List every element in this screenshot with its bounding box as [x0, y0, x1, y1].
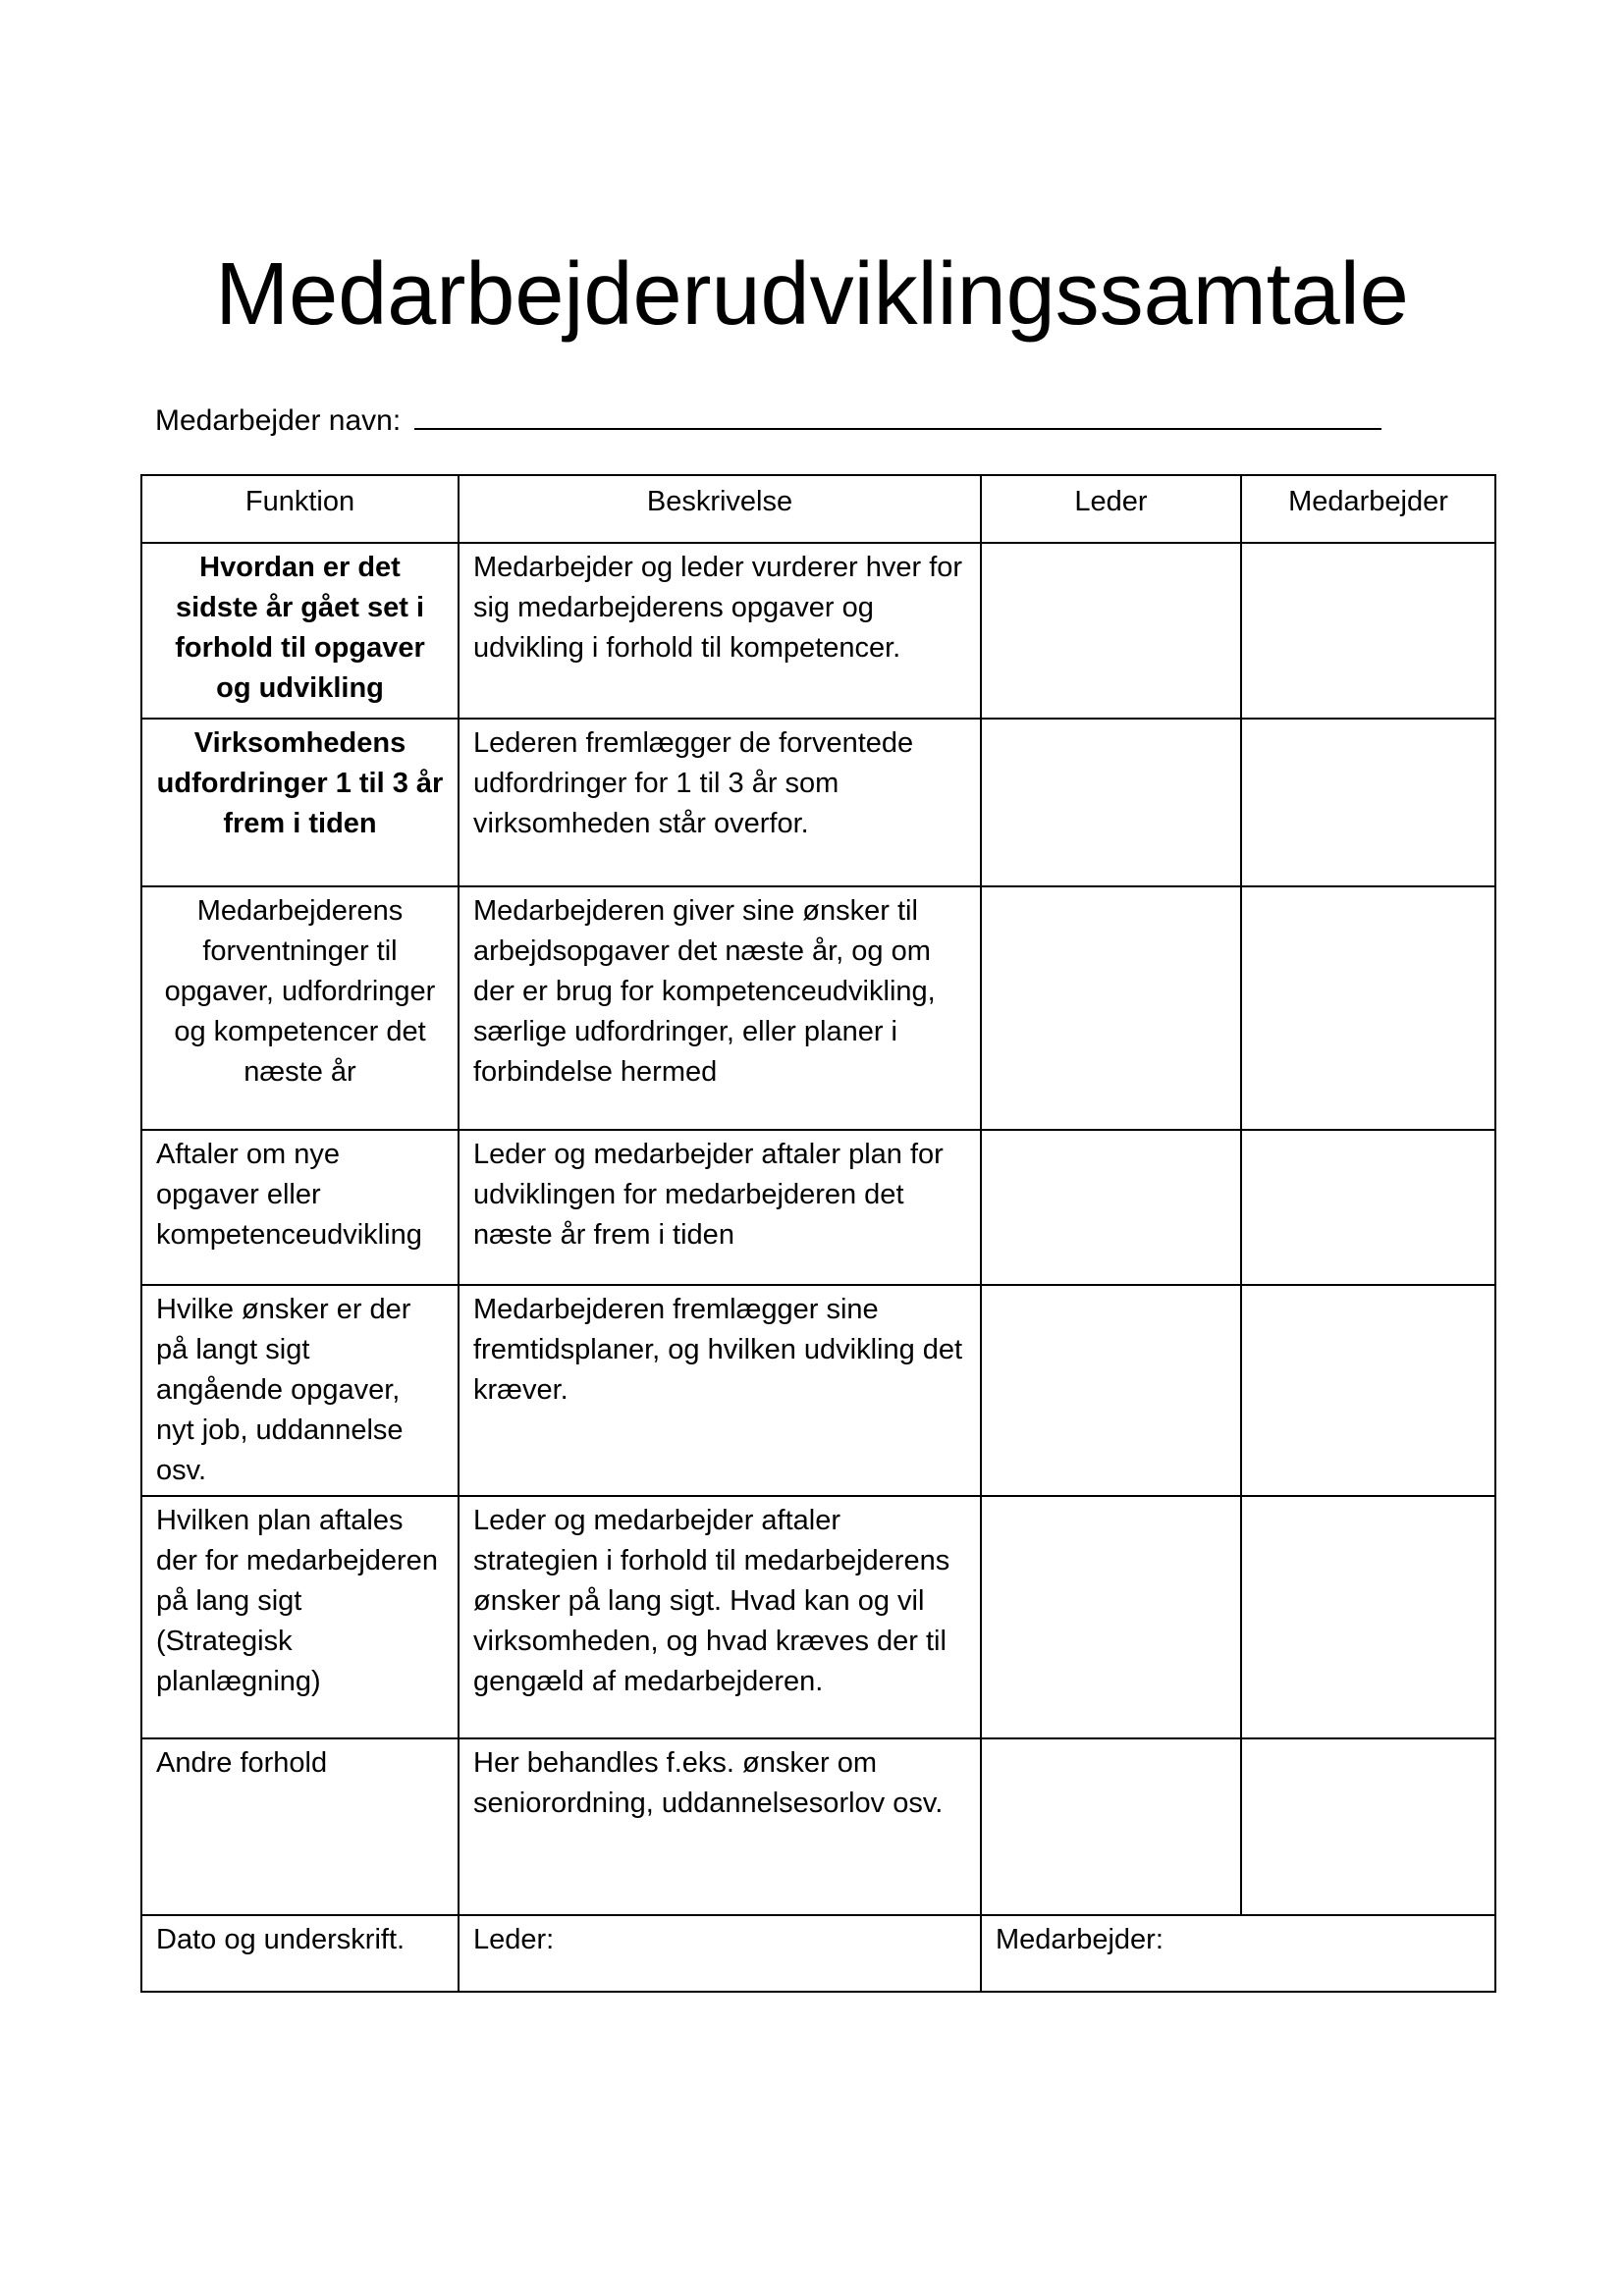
medarbejder-cell[interactable]: [1241, 886, 1495, 1130]
beskrivelse-cell: Medarbejder og leder vurderer hver for sig medarbejderens opgaver og udvikling i forhold til kompetencer.: [459, 543, 981, 719]
leder-cell[interactable]: [981, 1738, 1241, 1915]
table-row: [141, 543, 1495, 719]
medarbejder-cell[interactable]: [1241, 1496, 1495, 1738]
leder-cell[interactable]: [981, 1496, 1241, 1738]
beskrivelse-cell: Lederen fremlægger de forventede udfordringer for 1 til 3 år som virksomheden står overfor.: [459, 719, 981, 886]
table-row: [141, 1130, 1495, 1285]
signature-leder[interactable]: Leder:: [459, 1915, 981, 1992]
funktion-cell: Hvilke ønsker er der på langt sigt angående opgaver, nyt job, uddannelse osv.: [141, 1285, 459, 1496]
header-beskrivelse: Beskrivelse: [459, 475, 981, 543]
beskrivelse-cell: Leder og medarbejder aftaler plan for udviklingen for medarbejderen det næste år frem i tiden: [459, 1130, 981, 1285]
signature-row: [141, 1915, 1495, 1992]
table-row: [141, 1738, 1495, 1915]
table-row: [141, 886, 1495, 1130]
header-medarbejder: Medarbejder: [1241, 475, 1495, 543]
signature-medarbejder[interactable]: Medarbejder:: [981, 1915, 1495, 1992]
medarbejder-cell[interactable]: [1241, 1738, 1495, 1915]
beskrivelse-cell: Medarbejderen giver sine ønsker til arbejdsopgaver det næste år, og om der er brug for kompetenceudvikling, særlige udfordringer, eller planer i forbindelse hermed: [459, 886, 981, 1130]
employee-name-field: [155, 399, 1381, 441]
medarbejder-cell[interactable]: [1241, 719, 1495, 886]
funktion-cell: Hvilken plan aftales der for medarbejderen på lang sigt (Strategisk planlægning): [141, 1496, 459, 1738]
funktion-cell: Aftaler om nye opgaver eller kompetenceudvikling: [141, 1130, 459, 1285]
medarbejder-cell[interactable]: [1241, 1285, 1495, 1496]
leder-cell[interactable]: [981, 1285, 1241, 1496]
leder-cell[interactable]: [981, 886, 1241, 1130]
beskrivelse-cell: Leder og medarbejder aftaler strategien i forhold til medarbejderens ønsker på lang sigt. Hvad kan og vil virksomheden, og hvad kræves der til gengæld af medarbejderen.: [459, 1496, 981, 1738]
table-row: [141, 719, 1495, 886]
leder-cell[interactable]: [981, 1130, 1241, 1285]
signature-label: Dato og underskrift.: [141, 1915, 459, 1992]
table-row: [141, 1496, 1495, 1738]
header-leder: Leder: [981, 475, 1241, 543]
medarbejder-cell[interactable]: [1241, 543, 1495, 719]
medarbejder-cell[interactable]: [1241, 1130, 1495, 1285]
header-row: [141, 475, 1495, 543]
funktion-cell: Medarbejderens forventninger til opgaver, udfordringer og kompetencer det næste år: [141, 886, 459, 1130]
funktion-cell: Hvordan er det sidste år gået set i forhold til opgaver og udvikling: [141, 543, 459, 719]
review-table: [140, 474, 1496, 1993]
beskrivelse-cell: Her behandles f.eks. ønsker om seniorordning, uddannelsesorlov osv.: [459, 1738, 981, 1915]
employee-name-blank[interactable]: [414, 399, 1381, 430]
beskrivelse-cell: Medarbejderen fremlægger sine fremtidsplaner, og hvilken udvikling det kræver.: [459, 1285, 981, 1496]
employee-name-label: Medarbejder navn:: [155, 404, 402, 437]
table-row: [141, 1285, 1495, 1496]
funktion-cell: Andre forhold: [141, 1738, 459, 1915]
leder-cell[interactable]: [981, 719, 1241, 886]
leder-cell[interactable]: [981, 543, 1241, 719]
funktion-cell: Virksomhedens udfordringer 1 til 3 år frem i tiden: [141, 719, 459, 886]
page-title: Medarbejderudviklingssamtale: [215, 245, 1409, 344]
header-funktion: Funktion: [141, 475, 459, 543]
